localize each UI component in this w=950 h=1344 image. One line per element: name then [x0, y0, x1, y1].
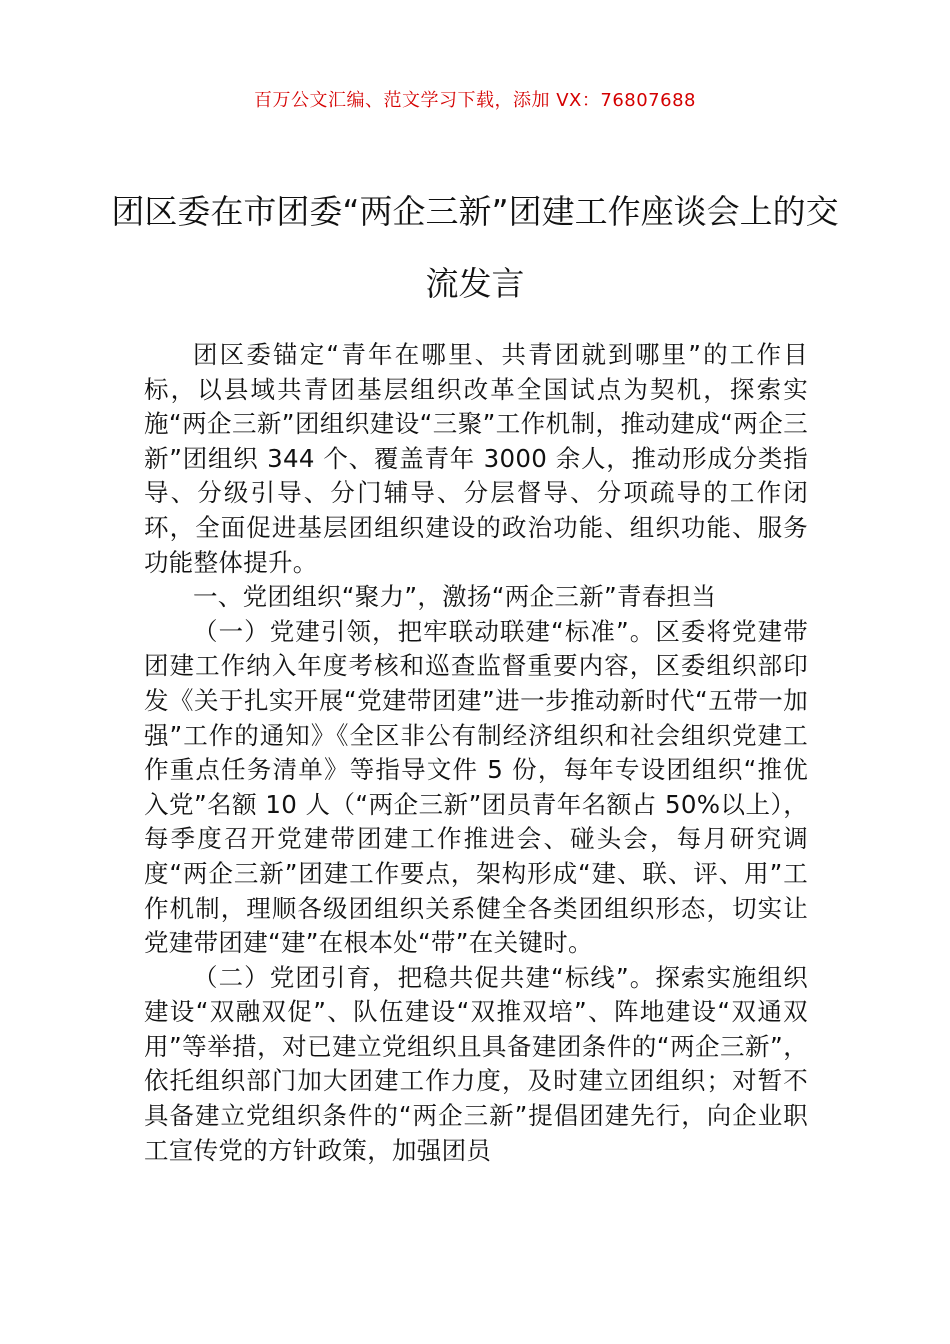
document-title: 团区委在市团委“两企三新”团建工作座谈会上的交流发言 — [111, 192, 839, 303]
section-heading-1: 一、党团组织“聚力”，激扬“两企三新”青春担当 — [193, 582, 717, 612]
subsection-paragraph-1: （一）党建引领，把牢联动联建“标准”。区委将党建带团建工作纳入年度考核和巡查监督重要内容，区委组织部印发《关于扎实开展“党建带团建”进一步推动新时代“五带一加强”工作的通知》《全区非公有制经济组织和社会组织党建工作重点任务清单》等指导文件 5 份，每年专设团组织“推优入党”名额 10 人（“两企三新”团员青年名额占 50%以上），每季度召开党建带团建工作推进会、碰头会，每月研究调度“两企三新”团建工作要点，架构形成“建、联、评、用”工作机制，理顺各级团组织关系健全各类团组织形态，切实让党建带团建“建”在根本处“带”在关键时。 — [144, 616, 808, 958]
subsection-paragraph-2: （二）党团引育，把稳共促共建“标线”。探索实施组织建设“双融双促”、队伍建设“双推双培”、阵地建设“双通双用”等举措，对已建立党组织且具备建团条件的“两企三新”，依托组织部门加大团建工作力度，及时建立团组织；对暂不具备建立党组织条件的“两企三新”提倡团建先行，向企业职工宣传党的方针政策，加强团员 — [144, 962, 808, 1165]
document-body — [144, 338, 808, 1168]
header-promo-text: 百万公文汇编、范文学习下载，添加 VX：76807688 — [254, 90, 696, 111]
intro-paragraph: 团区委锚定“青年在哪里、共青团就到哪里”的工作目标，以县域共青团基层组织改革全国试点为契机，探索实施“两企三新”团组织建设“三聚”工作机制，推动建成“两企三新”团组织 344 个、覆盖青年 3000 余人，推动形成分类指导、分级引导、分门辅导、分层督导、分项疏导的工作闭环，全面促进基层团组织建设的政治功能、组织功能、服务功能整体提升。 — [144, 340, 808, 577]
